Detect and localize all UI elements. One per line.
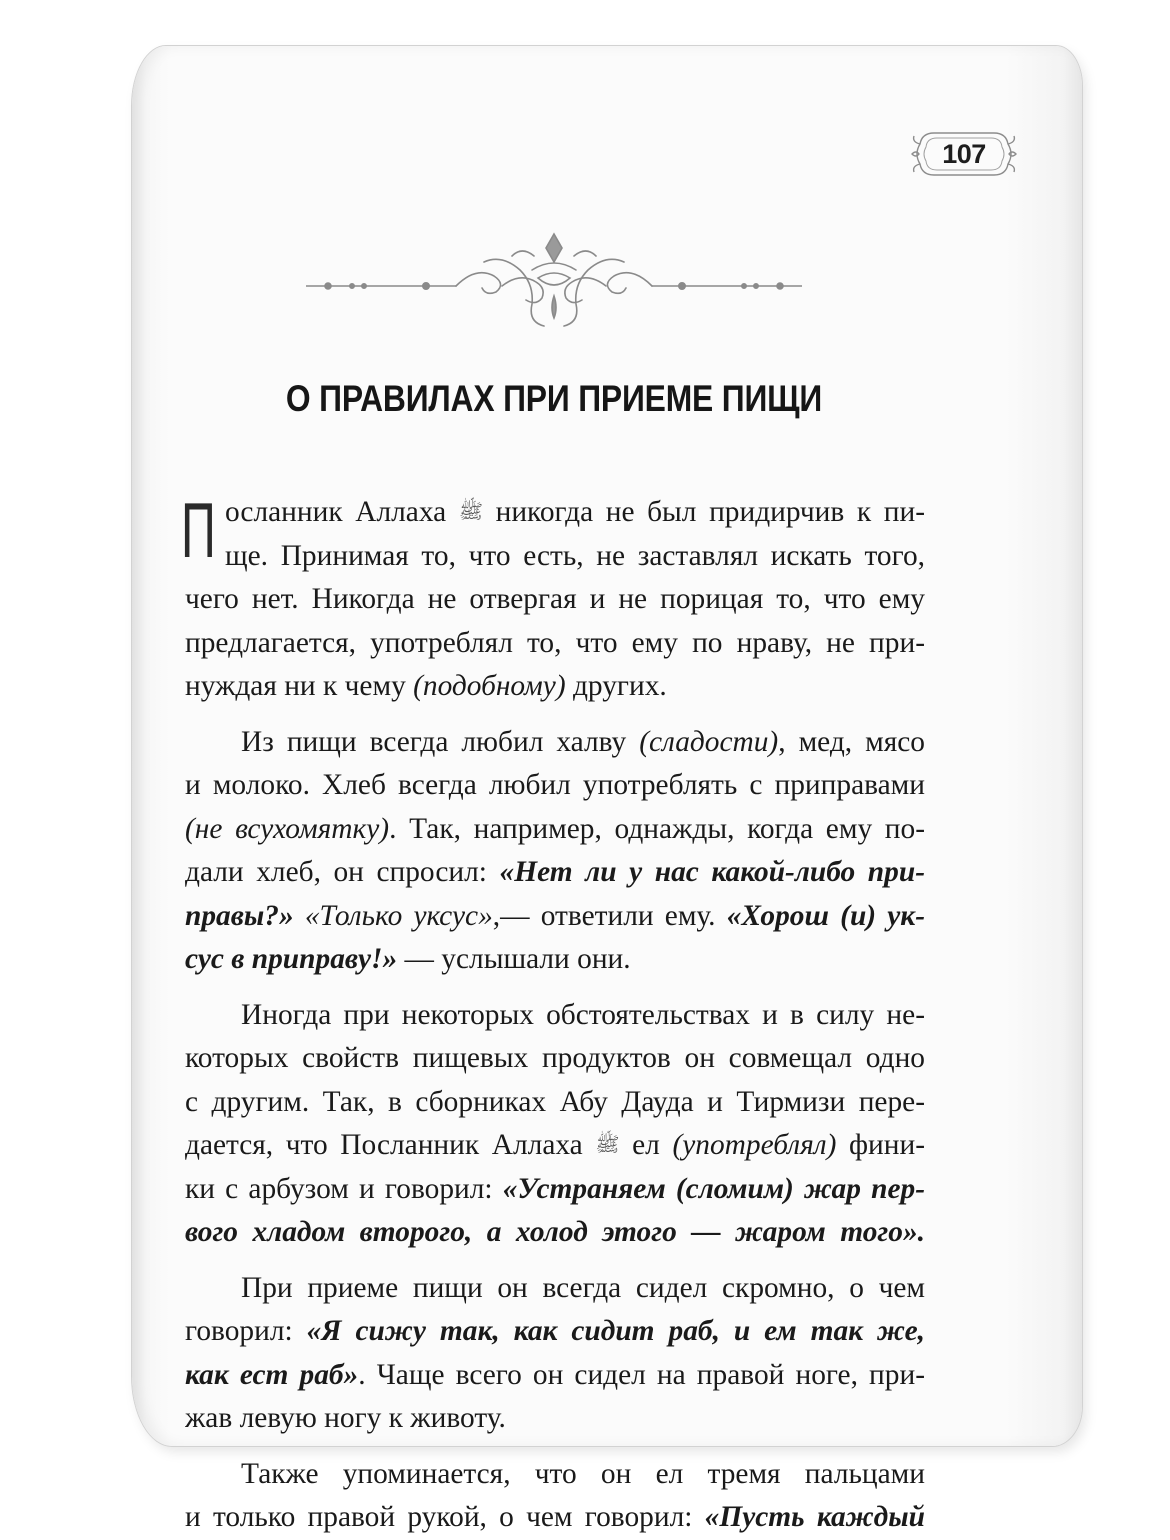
drop-cap: П <box>181 486 216 574</box>
text-line: При приеме пищи он всегда сидел скромно, о чем <box>241 1271 925 1304</box>
quoted-speech: «Я сижу так, как сидит раб, и ем так же, <box>306 1315 925 1347</box>
honorific-glyph: ﷺ <box>458 501 483 523</box>
body-text <box>181 486 925 1540</box>
text-lines <box>185 491 925 1540</box>
text-line: с другим. Так, в сборниках Абу Дауда и Тирмизи пере- <box>185 1085 925 1118</box>
quoted-speech: правы?» <box>185 899 294 932</box>
text-line: как ест раб». Чаще всего он сидел на правой ноге, при- <box>185 1358 925 1391</box>
text-line: чего нет. Никогда не отвергая и не порицая то, что ему <box>185 583 925 615</box>
quoted-speech: «Хорош (и) ук- <box>726 899 925 932</box>
quoted-speech: «Пусть каждый <box>704 1501 925 1533</box>
italic-note: (употреблял) <box>672 1129 837 1161</box>
page-number-badge <box>910 128 1018 180</box>
text-line: сус в приправу!» — услышали они. <box>185 943 631 975</box>
italic-note: (сладости) <box>639 725 779 758</box>
italic-note: (подобному) <box>413 670 566 702</box>
text-line: (не всухомятку). Так, например, однажды, когда ему по- <box>185 812 925 845</box>
text-line <box>185 1211 925 1255</box>
text-line: ще. Принимая то, что есть, не заставлял искать того, <box>225 539 925 572</box>
text-line: нуждая ни к чему (подобному) других. <box>185 670 667 702</box>
quoted-speech: «Устраняем (сломим) жар пер- <box>502 1172 925 1205</box>
text-line: и молоко. Хлеб всегда любил употреблять с приправами <box>185 769 925 801</box>
text-line: предлагается, употреблял то, что ему по нраву, не при- <box>185 626 925 659</box>
text-line: осланник Аллаха ﷺ никогда не был придирчив к пи- <box>225 496 925 528</box>
quoted-speech: вого хладом второго, а холод этого — жаром того». <box>185 1216 925 1248</box>
quoted-speech: «Нет ли у нас какой-либо при- <box>499 856 925 888</box>
floral-divider-ornament-icon <box>306 226 802 332</box>
text-line: которых свойств пищевых продуктов он совмещал одно <box>185 1042 925 1074</box>
text-line: говорил: «Я сижу так, как сидит раб, и ем так же, <box>185 1315 925 1347</box>
text-line: Иногда при некоторых обстоятельствах и в силу не- <box>241 998 925 1031</box>
text-line: Из пищи всегда любил халву (сладости), мед, мясо <box>241 725 925 758</box>
italic-note: «Только уксус» <box>304 899 493 932</box>
text-line: и только правой рукой, о чем говорил: «Пусть каждый <box>185 1501 925 1533</box>
chapter-title: О ПРАВИЛАХ ПРИ ПРИЕМЕ ПИЩИ <box>285 378 823 419</box>
honorific-glyph: ﷺ <box>595 1134 620 1156</box>
text-line: Также упоминается, что он ел тремя пальцами <box>241 1457 925 1490</box>
text-line: жав левую ногу к животу. <box>185 1402 506 1434</box>
text-line: ки с арбузом и говорил: «Устраняем (сломим) жар пер- <box>185 1172 925 1205</box>
page-number: 107 <box>942 139 986 169</box>
italic-note: (не всухомятку) <box>185 812 390 845</box>
quoted-speech: сус в приправу!» <box>185 943 398 975</box>
text-line: дается, что Посланник Аллаха ﷺ ел (употреблял) фини- <box>185 1129 925 1161</box>
text-line: правы?» «Только уксус»,— ответили ему. «Хорош (и) ук- <box>185 899 925 932</box>
quoted-speech: как ест раб» <box>185 1358 359 1391</box>
text-line: дали хлеб, он спросил: «Нет ли у нас какой-либо при- <box>185 856 925 888</box>
